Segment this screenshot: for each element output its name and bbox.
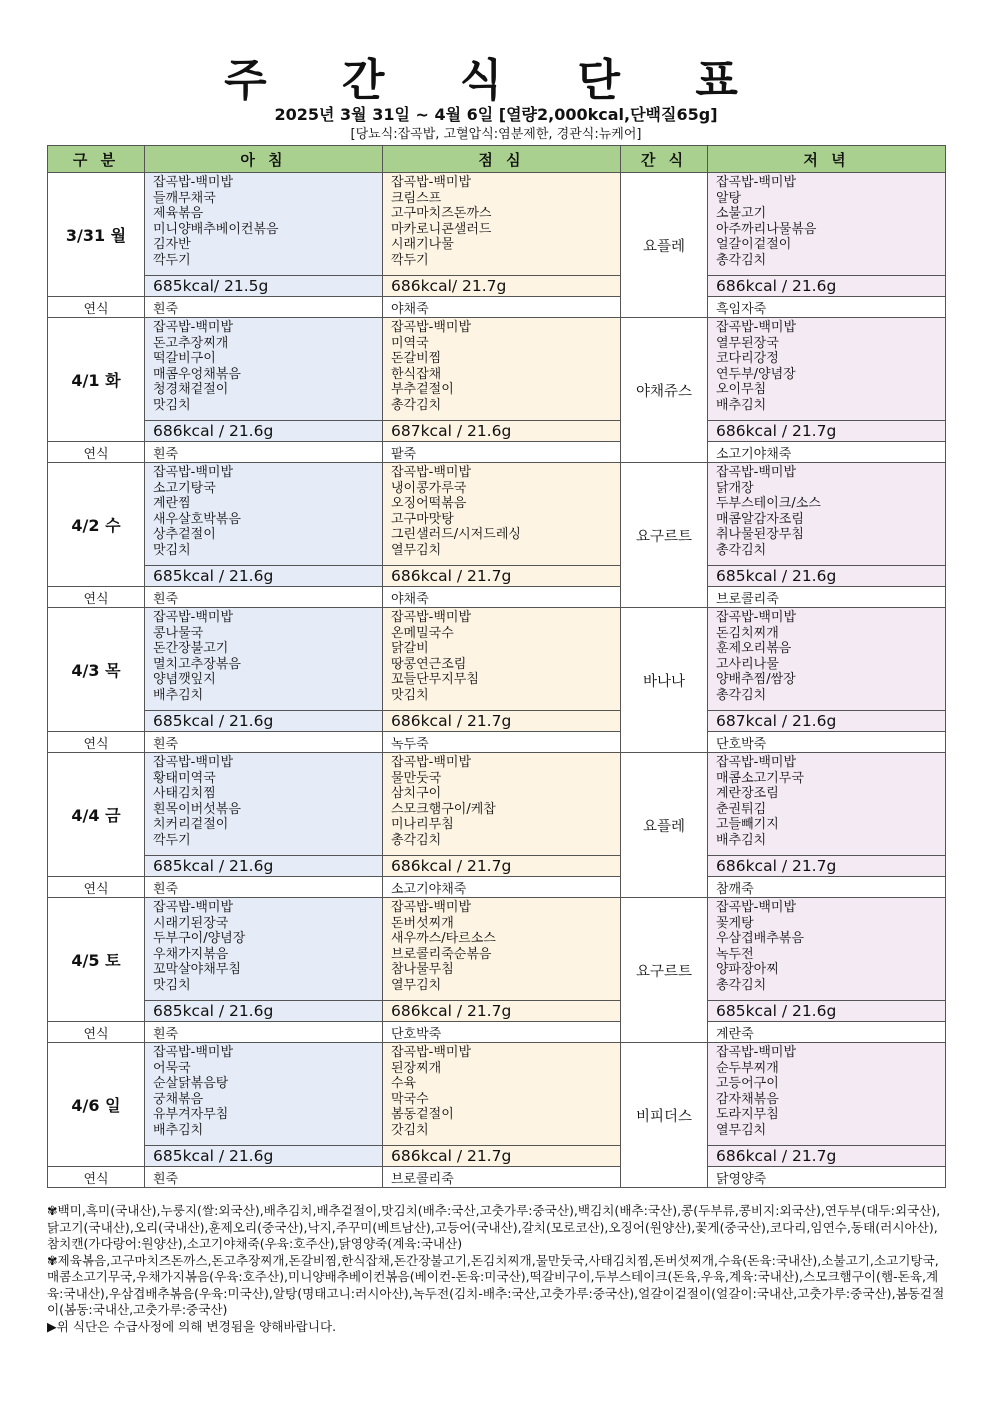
snack-item: 바나나 (621, 608, 708, 753)
header-breakfast: 아 침 (145, 146, 383, 173)
origin-note-2: ✾제육볶음,고구마치즈돈까스,돈고추장찌개,돈갈비찜,한식잡채,돈간장불고기,돈김치찌개,물만둣국,사태김치찜,돈버섯찌개,수육(돈육:국내산),소불고기,소고기탕국,매콤소고기무국,우채가지볶음(우육:호주산),미니양배추베이컨볶음(베이컨-돈육:미국산),떡갈비구이,두부스테이크(돈육,우육,계육:국내산),스모크햄구이(햄-돈육,계육:국내산),우삼겹배추볶음(우육:미국산),알탕(명태고니:러시아산),녹두전(김치-배추:국산,고춧가루:중국산),얼갈이겉절이(얼갈이:국내산,고춧가루:중국산),봄동겉절이(봄동:국내산,고춧가루:중국산) (47, 1252, 945, 1317)
header-snack: 간 식 (621, 146, 708, 173)
lunch-items (383, 1043, 621, 1146)
day-menu-row (48, 608, 946, 711)
soft-diet-label: 연식 (48, 587, 145, 608)
dinner-calories: 685kcal / 21.6g (708, 1001, 946, 1022)
breakfast-soft-diet: 흰죽 (145, 877, 383, 898)
calorie-row (48, 1146, 946, 1167)
breakfast-items-list: 잡곡밥-백미밥 들깨무채국 제육볶음 미니양배추베이컨볶음 김자반 깍두기 (153, 175, 279, 268)
snack-item: 요플레 (621, 173, 708, 318)
diet-note: [당뇨식:잡곡밥, 고혈압식:염분제한, 경관식:뉴케어] (350, 127, 642, 142)
lunch-items-list: 잡곡밥-백미밥 된장찌개 수육 막국수 봄동겉절이 갓김치 (391, 1045, 472, 1138)
day-label: 4/1 화 (48, 318, 145, 442)
calorie-row (48, 856, 946, 877)
lunch-soft-diet: 브로콜리죽 (383, 1167, 621, 1188)
lunch-items-list: 잡곡밥-백미밥 온메밀국수 닭갈비 땅콩연근조림 꼬들단무지무침 맛김치 (391, 610, 479, 703)
soft-diet-label: 연식 (48, 1022, 145, 1043)
lunch-calories: 687kcal / 21.6g (383, 421, 621, 442)
day-menu-row (48, 753, 946, 856)
dinner-soft-diet: 단호박죽 (708, 732, 946, 753)
breakfast-items (145, 173, 383, 276)
dinner-calories: 685kcal / 21.6g (708, 566, 946, 587)
snack-item: 비피더스 (621, 1043, 708, 1188)
dinner-items (708, 318, 946, 421)
dinner-soft-diet: 브로콜리죽 (708, 587, 946, 608)
lunch-soft-diet: 팥죽 (383, 442, 621, 463)
weekly-menu-table (47, 145, 946, 1188)
breakfast-items (145, 753, 383, 856)
lunch-calories: 686kcal / 21.7g (383, 1146, 621, 1167)
header-category: 구 분 (48, 146, 145, 173)
lunch-items-list: 잡곡밥-백미밥 크림스프 고구마치즈돈까스 마카로니콘샐러드 시래기나물 깍두기 (391, 175, 492, 268)
lunch-items (383, 173, 621, 276)
lunch-items-list: 잡곡밥-백미밥 냉이콩가루국 오징어떡볶음 고구마맛탕 그린샐러드/시저드레싱 열무김치 (391, 465, 521, 558)
breakfast-calories: 685kcal / 21.6g (145, 1001, 383, 1022)
breakfast-items-list: 잡곡밥-백미밥 황태미역국 사태김치찜 흰목이버섯볶음 치커리겉절이 깍두기 (153, 755, 241, 848)
dinner-items-list: 잡곡밥-백미밥 꽃게탕 우삼겹배추볶음 녹두전 양파장아찌 총각김치 (716, 900, 804, 993)
breakfast-items-list: 잡곡밥-백미밥 돈고추장찌개 떡갈비구이 매콤우엉채볶음 청경채겉절이 맛김치 (153, 320, 241, 413)
lunch-soft-diet: 야채죽 (383, 297, 621, 318)
calorie-row (48, 421, 946, 442)
snack-item: 요구르트 (621, 463, 708, 608)
lunch-items (383, 898, 621, 1001)
lunch-calories: 686kcal/ 21.7g (383, 276, 621, 297)
lunch-items-list: 잡곡밥-백미밥 물만둣국 삼치구이 스모크햄구이/케찹 미나리무침 총각김치 (391, 755, 496, 848)
lunch-soft-diet: 소고기야채죽 (383, 877, 621, 898)
dinner-items-list: 잡곡밥-백미밥 순두부찌개 고등어구이 감자채볶음 도라지무침 열무김치 (716, 1045, 797, 1138)
breakfast-soft-diet: 흰죽 (145, 442, 383, 463)
dinner-items-list: 잡곡밥-백미밥 매콤소고기무국 계란장조림 춘권튀김 고들빼기지 배추김치 (716, 755, 804, 848)
breakfast-items (145, 318, 383, 421)
soft-diet-row (48, 297, 946, 318)
calorie-row (48, 566, 946, 587)
lunch-soft-diet: 단호박죽 (383, 1022, 621, 1043)
soft-diet-label: 연식 (48, 1167, 145, 1188)
snack-item: 요플레 (621, 753, 708, 898)
breakfast-items-list: 잡곡밥-백미밥 시래기된장국 두부구이/양념장 우채가지볶음 꼬막살야채무침 맛김치 (153, 900, 246, 993)
dinner-items (708, 608, 946, 711)
soft-diet-row (48, 1167, 946, 1188)
day-menu-row (48, 1043, 946, 1146)
soft-diet-label: 연식 (48, 442, 145, 463)
day-menu-row (48, 318, 946, 421)
soft-diet-label: 연식 (48, 297, 145, 318)
breakfast-soft-diet: 흰죽 (145, 1022, 383, 1043)
dinner-items (708, 463, 946, 566)
snack-item: 야채쥬스 (621, 318, 708, 463)
origin-note-1: ✾백미,흑미(국내산),누룽지(쌀:외국산),배추김치,배추겉절이,맛김치(배추:국산,고춧가루:중국산),백김치(배추:국산),콩(두부류,콩비지:외국산),연두부(대두:외국산),닭고기(국내산),오리(국내산),훈제오리(중국산),낙지,주꾸미(베트남산),고등어(국내산),갈치(모로코산),오징어(원양산),꽃게(중국산),코다리,임연수,동태(러시아산),참치캔(가다랑어:원양산),소고기야채죽(우육:호주산),닭영양죽(계육:국내산) (47, 1203, 941, 1251)
breakfast-items (145, 1043, 383, 1146)
dinner-soft-diet: 참깨죽 (708, 877, 946, 898)
breakfast-soft-diet: 흰죽 (145, 1167, 383, 1188)
lunch-calories: 686kcal / 21.7g (383, 1001, 621, 1022)
lunch-items-list: 잡곡밥-백미밥 돈버섯찌개 새우까스/타르소스 브로콜리죽순볶음 참나물무침 열무김치 (391, 900, 496, 993)
dinner-items-list: 잡곡밥-백미밥 열무된장국 코다리강정 연두부/양념장 오이무침 배추김치 (716, 320, 797, 413)
dinner-calories: 686kcal / 21.7g (708, 856, 946, 877)
table-header-row (48, 146, 946, 173)
day-menu-row (48, 173, 946, 276)
breakfast-calories: 685kcal / 21.6g (145, 566, 383, 587)
breakfast-items (145, 898, 383, 1001)
day-label: 4/5 토 (48, 898, 145, 1022)
soft-diet-label: 연식 (48, 877, 145, 898)
soft-diet-row (48, 732, 946, 753)
change-notice: ▶위 식단은 수급사정에 의해 변경됨을 양해바랍니다. (47, 1318, 337, 1334)
dinner-items-list: 잡곡밥-백미밥 알탕 소불고기 아주까리나물볶음 얼갈이겉절이 총각김치 (716, 175, 817, 268)
lunch-calories: 686kcal / 21.7g (383, 711, 621, 732)
breakfast-soft-diet: 흰죽 (145, 732, 383, 753)
lunch-items (383, 463, 621, 566)
dinner-calories: 686kcal / 21.6g (708, 276, 946, 297)
soft-diet-row (48, 442, 946, 463)
dinner-soft-diet: 닭영양죽 (708, 1167, 946, 1188)
day-label: 4/6 일 (48, 1043, 145, 1167)
header-lunch: 점 심 (383, 146, 621, 173)
lunch-items (383, 318, 621, 421)
breakfast-calories: 685kcal/ 21.5g (145, 276, 383, 297)
breakfast-soft-diet: 흰죽 (145, 587, 383, 608)
breakfast-calories: 686kcal / 21.6g (145, 421, 383, 442)
breakfast-calories: 685kcal / 21.6g (145, 856, 383, 877)
breakfast-soft-diet: 흰죽 (145, 297, 383, 318)
dinner-items (708, 173, 946, 276)
breakfast-calories: 685kcal / 21.6g (145, 711, 383, 732)
header-dinner: 저 녁 (708, 146, 946, 173)
lunch-calories: 686kcal / 21.7g (383, 566, 621, 587)
lunch-calories: 686kcal / 21.7g (383, 856, 621, 877)
soft-diet-row (48, 877, 946, 898)
snack-item: 요구르트 (621, 898, 708, 1043)
day-label: 4/2 수 (48, 463, 145, 587)
lunch-soft-diet: 야채죽 (383, 587, 621, 608)
calorie-row (48, 1001, 946, 1022)
dinner-calories: 686kcal / 21.7g (708, 421, 946, 442)
day-label: 3/31 월 (48, 173, 145, 297)
soft-diet-row (48, 1022, 946, 1043)
dinner-calories: 686kcal / 21.7g (708, 1146, 946, 1167)
dinner-soft-diet: 소고기야채죽 (708, 442, 946, 463)
breakfast-items-list: 잡곡밥-백미밥 소고기탕국 계란찜 새우살호박볶음 상추겉절이 맛김치 (153, 465, 241, 558)
breakfast-items (145, 608, 383, 711)
dinner-items-list: 잡곡밥-백미밥 돈김치찌개 훈제오리볶음 고사리나물 양배추찜/쌈장 총각김치 (716, 610, 797, 703)
soft-diet-row (48, 587, 946, 608)
lunch-items (383, 608, 621, 711)
dinner-items (708, 1043, 946, 1146)
dinner-soft-diet: 흑임자죽 (708, 297, 946, 318)
day-label: 4/3 목 (48, 608, 145, 732)
breakfast-calories: 685kcal / 21.6g (145, 1146, 383, 1167)
period-subtitle: 2025년 3월 31일 ~ 4월 6일 [열량2,000kcal,단백질65g] (274, 105, 718, 124)
day-menu-row (48, 898, 946, 1001)
dinner-calories: 687kcal / 21.6g (708, 711, 946, 732)
calorie-row (48, 711, 946, 732)
dinner-items-list: 잡곡밥-백미밥 닭개장 두부스테이크/소스 매콤알감자조림 취나물된장무침 총각김치 (716, 465, 821, 558)
footer-notes (47, 1203, 945, 1335)
day-menu-row (48, 463, 946, 566)
lunch-soft-diet: 녹두죽 (383, 732, 621, 753)
dinner-items (708, 898, 946, 1001)
breakfast-items-list: 잡곡밥-백미밥 콩나물국 돈간장불고기 멸치고추장볶음 양념깻잎지 배추김치 (153, 610, 241, 703)
day-label: 4/4 금 (48, 753, 145, 877)
breakfast-items-list: 잡곡밥-백미밥 어묵국 순살닭볶음탕 궁채볶음 유부겨자무침 배추김치 (153, 1045, 234, 1138)
lunch-items-list: 잡곡밥-백미밥 미역국 돈갈비찜 한식잡채 부추겉절이 총각김치 (391, 320, 472, 413)
dinner-items (708, 753, 946, 856)
breakfast-items (145, 463, 383, 566)
calorie-row (48, 276, 946, 297)
page-title: 주 간 식 단 표 (224, 55, 768, 106)
lunch-items (383, 753, 621, 856)
soft-diet-label: 연식 (48, 732, 145, 753)
dinner-soft-diet: 계란죽 (708, 1022, 946, 1043)
